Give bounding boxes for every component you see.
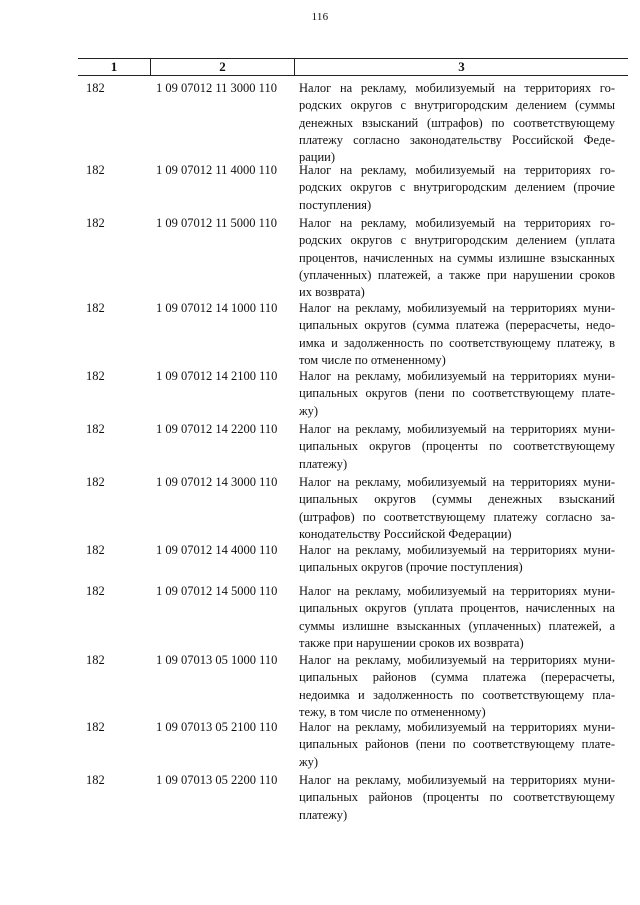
description-line: Налог на рекламу, мобилизуемый на территориях муни-: [299, 773, 615, 787]
admin-code-cell: 182: [86, 301, 105, 315]
budget-classification-code-cell: 1 09 07012 14 3000 110: [156, 475, 278, 489]
revenue-description-cell: [299, 583, 615, 652]
description-line: ципальных округов (сумма платежа (перерасчеты, недо-: [299, 318, 615, 333]
description-line: родских округов с внутригородским делением (прочие: [299, 180, 615, 195]
column-header-3: 3: [458, 59, 465, 74]
description-line: Налог на рекламу, мобилизуемый на территориях го-: [299, 81, 615, 95]
description-line: конодательству Российской Федерации): [299, 526, 512, 541]
description-line: ципальных районов (пени по соответствующему плате-: [299, 737, 615, 752]
description-line: Налог на рекламу, мобилизуемый на территориях муни-: [299, 720, 615, 734]
description-line: (штрафов) по соответствующему платежу согласно за-: [299, 509, 615, 524]
revenue-description-cell: [299, 80, 615, 166]
budget-classification-code-cell: 1 09 07012 14 5000 110: [156, 584, 278, 598]
description-line: Налог на рекламу, мобилизуемый на территориях муни-: [299, 653, 615, 667]
budget-classification-code-cell: 1 09 07012 14 2200 110: [156, 422, 278, 436]
admin-code-cell: 182: [86, 720, 105, 734]
budget-classification-code-cell: 1 09 07012 14 2100 110: [156, 369, 278, 383]
admin-code-cell: 182: [86, 216, 105, 230]
description-line: платежу): [299, 456, 348, 471]
description-line: процентов, начисленных на суммы излишне взысканных: [299, 250, 615, 265]
description-line: платежу): [299, 807, 348, 822]
revenue-description-cell: [299, 474, 615, 543]
budget-classification-code-cell: 1 09 07013 05 1000 110: [156, 653, 278, 667]
description-line: имка и задолженность по соответствующему платежу, в: [299, 335, 615, 350]
admin-code-cell: 182: [86, 773, 105, 787]
description-line: (уплаченных) платежей, а также при нарушении сроков: [299, 267, 615, 282]
revenue-description-cell: [299, 652, 615, 721]
description-line: также при нарушении сроков их возврата): [299, 635, 524, 650]
description-line: родских округов с внутригородским делением (уплата: [299, 233, 615, 248]
description-line: жу): [299, 403, 319, 418]
description-line: их возврата): [299, 285, 365, 300]
revenue-description-cell: [299, 772, 615, 824]
budget-classification-code-cell: 1 09 07013 05 2100 110: [156, 720, 278, 734]
admin-code-cell: 182: [86, 369, 105, 383]
description-line: жу): [299, 754, 319, 769]
revenue-description-cell: [299, 542, 615, 577]
description-line: ципальных районов (сумма платежа (перерасчеты,: [299, 670, 615, 685]
budget-classification-code-cell: 1 09 07012 14 4000 110: [156, 543, 278, 557]
description-line: суммы излишне взысканных (уплаченных) платежей, а: [299, 618, 615, 633]
budget-classification-code-cell: 1 09 07012 11 3000 110: [156, 81, 277, 95]
description-line: ципальных округов (пени по соответствующему плате-: [299, 386, 615, 401]
description-line: Налог на рекламу, мобилизуемый на территориях муни-: [299, 584, 615, 598]
revenue-description-cell: [299, 368, 615, 420]
column-header-2: 2: [151, 59, 295, 75]
description-line: платежу согласно законодательству Российской Феде-: [299, 132, 615, 147]
admin-code-cell: 182: [86, 81, 105, 95]
admin-code-cell: 182: [86, 422, 105, 436]
description-line: родских округов с внутригородским делением (суммы: [299, 98, 615, 113]
description-line: поступления): [299, 197, 372, 212]
description-line: рации): [299, 150, 336, 165]
revenue-description-cell: [299, 300, 615, 369]
admin-code-cell: 182: [86, 584, 105, 598]
column-header-1: 1: [78, 59, 151, 75]
description-line: Налог на рекламу, мобилизуемый на территориях муни-: [299, 369, 615, 383]
description-line: ципальных округов (прочие поступления): [299, 560, 523, 575]
admin-code-cell: 182: [86, 163, 105, 177]
budget-classification-code-cell: 1 09 07012 11 5000 110: [156, 216, 277, 230]
description-line: Налог на рекламу, мобилизуемый на территориях го-: [299, 163, 615, 177]
description-line: Налог на рекламу, мобилизуемый на территориях муни-: [299, 543, 615, 557]
budget-classification-code-cell: 1 09 07012 11 4000 110: [156, 163, 277, 177]
budget-classification-code-cell: 1 09 07012 14 1000 110: [156, 301, 278, 315]
admin-code-cell: 182: [86, 543, 105, 557]
admin-code-cell: 182: [86, 475, 105, 489]
table-column-header-row: [78, 58, 628, 76]
description-line: Налог на рекламу, мобилизуемый на территориях го-: [299, 216, 615, 230]
description-line: том числе по отмененному): [299, 352, 446, 367]
description-line: Налог на рекламу, мобилизуемый на территориях муни-: [299, 475, 615, 489]
description-line: денежных взысканий (штрафов) по соответствующему: [299, 115, 615, 130]
page-number: 116: [311, 11, 329, 23]
description-line: ципальных районов (проценты по соответствующему: [299, 790, 615, 805]
description-line: ципальных округов (уплата процентов, начисленных на: [299, 601, 615, 616]
budget-classification-code-cell: 1 09 07013 05 2200 110: [156, 773, 278, 787]
revenue-description-cell: [299, 719, 615, 771]
admin-code-cell: 182: [86, 653, 105, 667]
revenue-description-cell: [299, 421, 615, 473]
description-line: Налог на рекламу, мобилизуемый на территориях муни-: [299, 422, 615, 436]
description-line: недоимка и задолженность по соответствующему пла-: [299, 687, 615, 702]
description-line: Налог на рекламу, мобилизуемый на территориях муни-: [299, 301, 615, 315]
revenue-description-cell: [299, 215, 615, 301]
revenue-description-cell: [299, 162, 615, 214]
description-line: ципальных округов (проценты по соответствующему: [299, 439, 615, 454]
description-line: тежу, в том числе по отмененному): [299, 704, 486, 719]
description-line: ципальных округов (суммы денежных взысканий: [299, 492, 615, 507]
